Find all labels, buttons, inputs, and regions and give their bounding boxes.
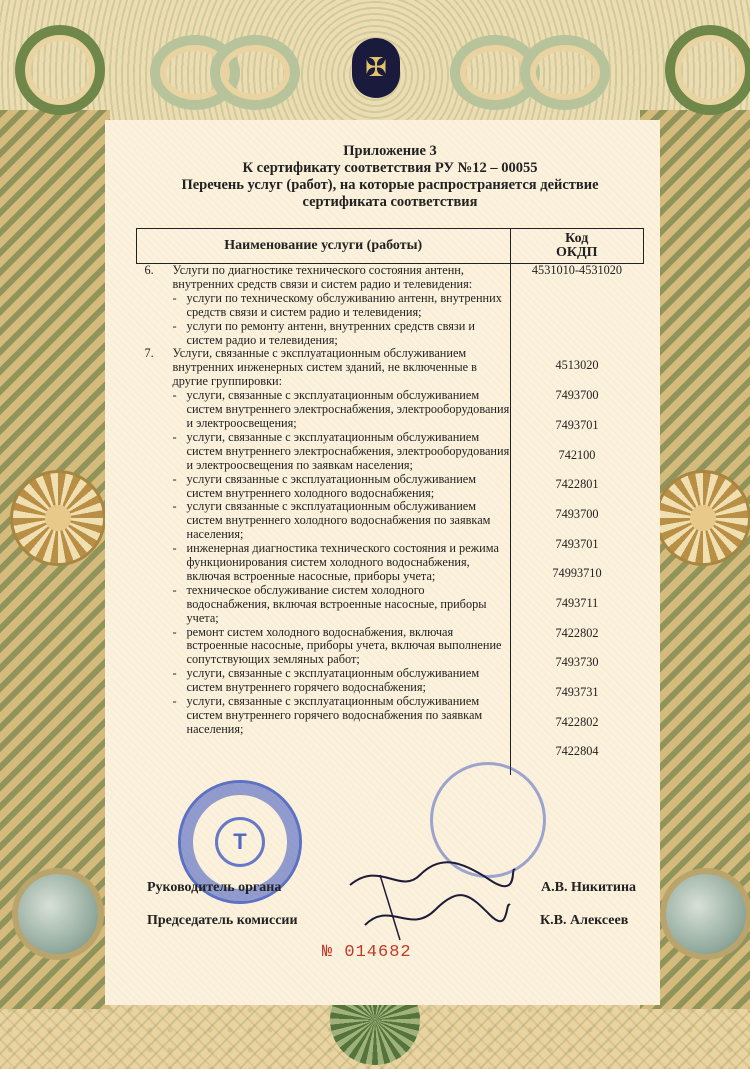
item-text: Услуги, связанные с эксплуатационным обслуживанием внутренних инженерных систем зданий, не включенные в другие группировки: [172,346,477,389]
okdp-code: 7493700 [555,506,599,521]
okdp-code: 7422802 [555,625,599,640]
dash-marker: - [172,624,177,639]
sub-item-text: техническое обслуживание систем холодного водоснабжения, включая встроенные насосные, приборы учета; [186,582,487,625]
head-of-body-label: Руководитель органа [147,880,282,895]
document-heading [130,143,650,211]
sub-item [145,500,510,542]
bottom-right-seal-ornament [660,868,750,960]
okdp-code: 742100 [558,447,596,462]
top-left-ring-ornament [15,25,105,115]
code-cell [510,347,644,775]
item-number: 6. [144,263,154,277]
double-headed-eagle-icon: ✠ [365,53,387,82]
service-cell [137,264,511,348]
sub-item [145,292,510,320]
sub-item [145,473,510,501]
head-of-body-name: А.В. Никитина [541,880,637,895]
sub-item-text: услуги, связанные с эксплуатационным обслуживанием систем внутреннего горячего водоснабжения; [186,666,480,695]
okdp-code: 7422802 [555,714,599,729]
stamp-center: Т [215,817,265,867]
services-table [136,228,644,775]
sub-item-text: ремонт систем холодного водоснабжения, включая встроенные насосные, приборы учета, включая выполнение сопутствующих земляных работ; [186,624,502,667]
okdp-code: 7493701 [555,417,599,432]
sub-item-text: услуги, связанные с эксплуатационным обслуживанием систем внутреннего электроснабжения, электрооборудования и электроосвещения по заявкам населения; [186,429,510,472]
serial-number: № 014682 [322,943,412,962]
item-number: 7. [144,346,154,361]
sub-item [145,626,510,668]
okdp-code: 4513020 [555,358,599,373]
certificate-reference: К сертификату соответствия РУ №12 – 00055 [242,160,538,176]
sub-item-text: услуги, связанные с эксплуатационным обслуживанием систем внутреннего горячего водоснабжения по заявкам населения; [186,694,483,736]
dash-marker: - [172,290,177,305]
column-header-code [510,229,644,264]
code-header-line2: ОКДП [555,245,598,260]
list-title-continued: сертификата соответствия [302,194,478,210]
emblem [352,38,400,98]
sub-item [145,389,510,431]
okdp-code: 7493700 [555,388,599,403]
code-list [511,347,644,775]
top-oval-ornament-2 [210,35,300,110]
okdp-code: 4531010-4531020 [531,263,623,277]
bottom-left-seal-ornament [12,868,104,960]
sub-item [145,542,510,584]
sub-item-text: услуги по техническому обслуживанию антенн, внутренних средств связи и систем радио и телевидения; [186,290,502,319]
table-row [137,264,644,348]
item-text: Услуги по диагностике технического состояния антенн, внутренних средств связи и систем радио и телевидения: [172,263,473,291]
dash-marker: - [172,541,177,556]
sub-item-text: услуги по ремонту антенн, внутренних средств связи и систем радио и телевидения; [186,318,475,347]
okdp-code: 7493730 [555,655,599,670]
code-header-line1: Код [565,231,589,247]
okdp-code: 7422801 [555,477,599,492]
okdp-code: 74993710 [552,566,602,581]
service-cell [137,347,511,775]
left-rosette-ornament [10,470,106,566]
dash-marker: - [172,471,177,486]
code-cell [510,264,644,348]
sub-item [145,320,510,348]
list-title: Перечень услуг (работ), на которые распространяется действие [181,177,599,193]
dash-marker: - [172,388,177,403]
okdp-code: 7493731 [555,685,599,699]
sub-item-text: инженерная диагностика технического состояния и режима функционирования систем холодного водоснабжения, включая встроенные насосные, приборы учета; [186,541,499,583]
okdp-code: 7493701 [555,536,599,551]
okdp-code: 7493711 [555,595,599,610]
appendix-title: Приложение 3 [343,143,437,159]
sub-item [145,431,510,473]
list-item [145,347,510,389]
table-row [137,347,644,775]
dash-marker: - [172,666,177,681]
dash-marker: - [172,694,177,709]
top-right-ring-ornament [665,25,750,115]
commission-chair-label: Председатель комиссии [147,913,298,928]
dash-marker: - [172,499,177,514]
commission-chair-name: К.В. Алексеев [540,913,629,928]
okdp-code: 7422804 [555,744,599,759]
sub-item [145,695,510,737]
top-oval-ornament-4 [520,35,610,110]
handwritten-signatures [340,855,520,945]
right-rosette-ornament [655,470,750,566]
sub-item-text: услуги, связанные с эксплуатационным обслуживанием систем внутреннего электроснабжения, электрооборудования и электроосвещения; [186,388,510,430]
dash-marker: - [172,429,177,444]
sub-item-text: услуги связанные с эксплуатационным обслуживанием систем внутреннего холодного водоснабжения по заявкам населения; [186,499,491,542]
list-item [145,264,510,292]
column-header-service: Наименование услуги (работы) [137,229,511,264]
sub-item-text: услуги связанные с эксплуатационным обслуживанием систем внутреннего холодного водоснабжения; [186,471,477,500]
sub-item [145,584,510,626]
dash-marker: - [172,582,177,597]
dash-marker: - [172,318,177,333]
sub-item [145,667,510,695]
